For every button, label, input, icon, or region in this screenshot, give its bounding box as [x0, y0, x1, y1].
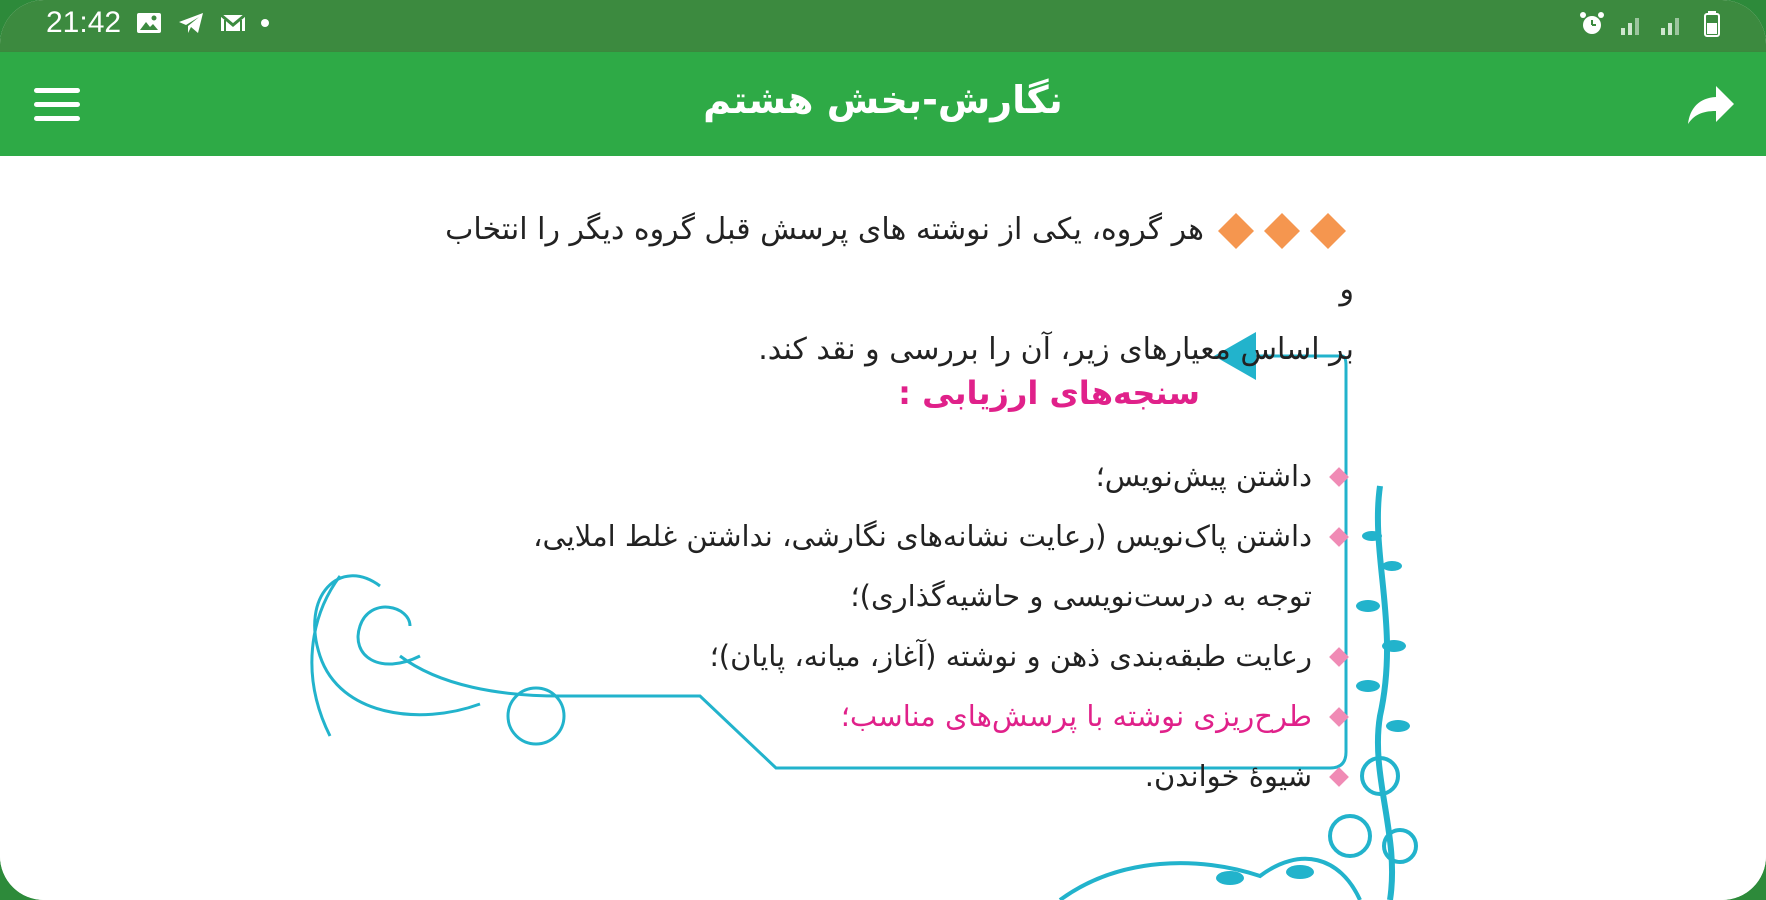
list-item [434, 506, 1354, 626]
list-item-text: طرح‌ریزی نوشته با پرسش‌های مناسب؛ [840, 699, 1312, 733]
status-bar [0, 0, 1766, 52]
app-bar [0, 52, 1766, 156]
pink-diamond-bullet-icon [1329, 527, 1349, 547]
pink-diamond-bullet-icon [1329, 467, 1349, 487]
list-item [434, 746, 1354, 806]
lesson-content [0, 156, 1766, 900]
image-icon [135, 9, 163, 37]
intro-line-1 [424, 200, 1354, 320]
status-right [1578, 10, 1726, 38]
orange-diamonds-icon [1214, 209, 1354, 253]
status-left [46, 6, 269, 40]
list-item [434, 446, 1354, 506]
gmail-icon [219, 9, 247, 37]
list-item [434, 686, 1354, 746]
list-item-continuation: توجه به درست‌نویسی و حاشیه‌گذاری)؛ [850, 579, 1312, 613]
evaluation-title: سنجه‌های ارزیابی : [898, 374, 1200, 412]
intro-line-1-text: هر گروه، یکی از نوشته های پرسش قبل گروه دیگر را انتخاب و [445, 212, 1354, 307]
status-time: 21:42 [46, 6, 122, 39]
intro-line-2: بر اساس معیارهای زیر، آن را بررسی و نقد کند. [758, 332, 1354, 367]
list-item-text: رعایت طبقه‌بندی ذهن و نوشته (آغاز، میانه، پایان)؛ [709, 639, 1312, 673]
list-item [434, 626, 1354, 686]
list-item-text: شیوهٔ خواندن. [1144, 759, 1312, 793]
pink-diamond-bullet-icon [1329, 707, 1349, 727]
telegram-icon [177, 9, 205, 37]
share-arrow-icon[interactable] [1686, 84, 1736, 126]
list-item-text: داشتن پیش‌نویس؛ [1095, 459, 1312, 493]
signal-icon [1618, 10, 1646, 38]
evaluation-list [434, 446, 1354, 806]
battery-icon [1698, 10, 1726, 38]
list-item-text: داشتن پاک‌نویس (رعایت نشانه‌های نگارشی، نداشتن غلط املایی، [533, 519, 1312, 553]
alarm-icon [1578, 10, 1606, 38]
pink-diamond-bullet-icon [1329, 767, 1349, 787]
pink-diamond-bullet-icon [1329, 647, 1349, 667]
intro-paragraph [424, 200, 1354, 380]
page-title: نگارش-بخش هشتم [703, 78, 1063, 122]
notification-dot-icon [261, 19, 269, 27]
signal-icon-2 [1658, 10, 1686, 38]
